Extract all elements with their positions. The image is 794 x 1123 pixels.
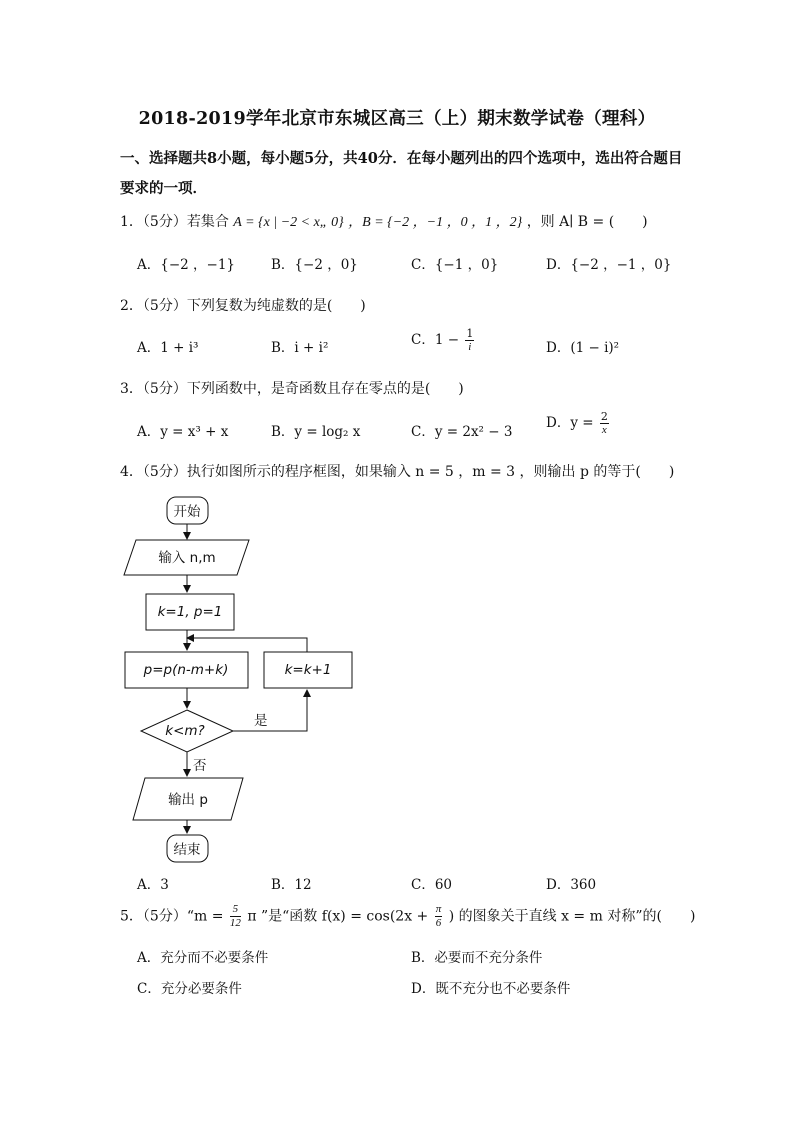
q1-set-a: A = {x | −2 < x„ 0} [233, 215, 344, 230]
fraction-denominator: i [468, 341, 472, 353]
q4-option-c: C．60 [411, 877, 453, 893]
q4-option-d: D．360 [546, 877, 597, 893]
flowchart-start-label: 开始 [173, 504, 201, 520]
q4-option-b: B．12 [271, 877, 312, 893]
q2-option-b: B．i + i² [271, 340, 329, 356]
q5-option-c: C．充分必要条件 [137, 981, 242, 997]
flowchart-increment-label: k=k+1 [284, 662, 332, 678]
q4-option-a: A．3 [137, 877, 169, 893]
question-4: 4．（5分）执行如图所示的程序框图，如果输入 n = 5 ，m = 3 ，则输出 p 的等于( ) [120, 464, 675, 480]
q5-option-b: B．必要而不充分条件 [411, 950, 543, 966]
q2-option-c-prefix: C．1 − [411, 332, 460, 348]
exam-title: 2018-2019学年北京市东城区高三（上）期末数学试卷（理科） [138, 109, 656, 129]
flowchart-yes-label: 是 [254, 713, 268, 729]
q5-option-d: D．既不充分也不必要条件 [411, 981, 571, 997]
flowchart-input-label: 输入 n,m [158, 550, 216, 566]
section-header-line1: 一、选择题共8小题，每小题5分，共40分．在每小题列出的四个选项中，选出符合题目 [120, 150, 683, 167]
q3-option-c: C．y = 2x² − 3 [411, 424, 513, 440]
fraction-denominator: 6 [435, 917, 442, 929]
q5-middle: π ”是“函数 f(x) = cos(2x + [247, 908, 429, 925]
flowchart-process-label: p=p(n-m+k) [143, 662, 229, 678]
flowchart-no-label: 否 [193, 758, 207, 774]
q1-option-d: D．{−2 ，−1 ，0} [546, 257, 672, 273]
q1-prefix: 1．（5分）若集合 [120, 214, 229, 230]
flowchart-yes-arrow [233, 690, 307, 731]
q1-set-b: ，B = {−2 ，−1 ，0 ，1 ，2} [348, 215, 523, 230]
q5-m-fraction [230, 904, 241, 929]
flowchart-decision-label: k<m? [165, 723, 205, 739]
q5-option-a: A．充分而不必要条件 [137, 950, 269, 966]
q3-option-d-prefix: D．y = [546, 415, 594, 431]
question-3: 3．（5分）下列函数中，是奇函数且存在零点的是( ) [120, 381, 464, 397]
q5-pi-fraction [435, 904, 443, 929]
q5-prefix: 5．（5分）“m = [120, 908, 224, 925]
q3-option-b: B．y = log₂ x [271, 424, 361, 440]
question-2: 2．（5分）下列复数为纯虚数的是( ) [120, 298, 366, 314]
fraction-denominator: x [601, 424, 607, 436]
flowchart-loop-arrow [187, 638, 307, 652]
flowchart-init-label: k=1, p=1 [157, 604, 223, 620]
flowchart-end-label: 结束 [173, 842, 201, 858]
flowchart-output-label: 输出 p [168, 792, 208, 808]
fraction-numerator: π [435, 903, 442, 915]
q2-option-d: D．(1 − i)² [546, 340, 620, 356]
q1-suffix: ，则 A∣ B = ( ) [526, 214, 648, 230]
q5-suffix: ) 的图象关于直线 x = m 对称”的( ) [448, 908, 696, 925]
q2-option-a: A．1 + i³ [137, 340, 199, 356]
q3-option-a: A．y = x³ + x [137, 424, 229, 440]
fraction-denominator: 12 [229, 917, 241, 929]
q1-option-b: B．{−2 ，0} [271, 257, 358, 273]
q1-option-a: A．{−2 ，−1} [137, 257, 236, 273]
fraction-numerator: 1 [466, 327, 474, 340]
fraction-numerator: 2 [600, 410, 608, 423]
q1-option-c: C．{−1 ，0} [411, 257, 499, 273]
section-header-line2: 要求的一项． [120, 180, 207, 197]
question-5 [120, 904, 695, 929]
fraction-numerator: 5 [230, 904, 241, 917]
